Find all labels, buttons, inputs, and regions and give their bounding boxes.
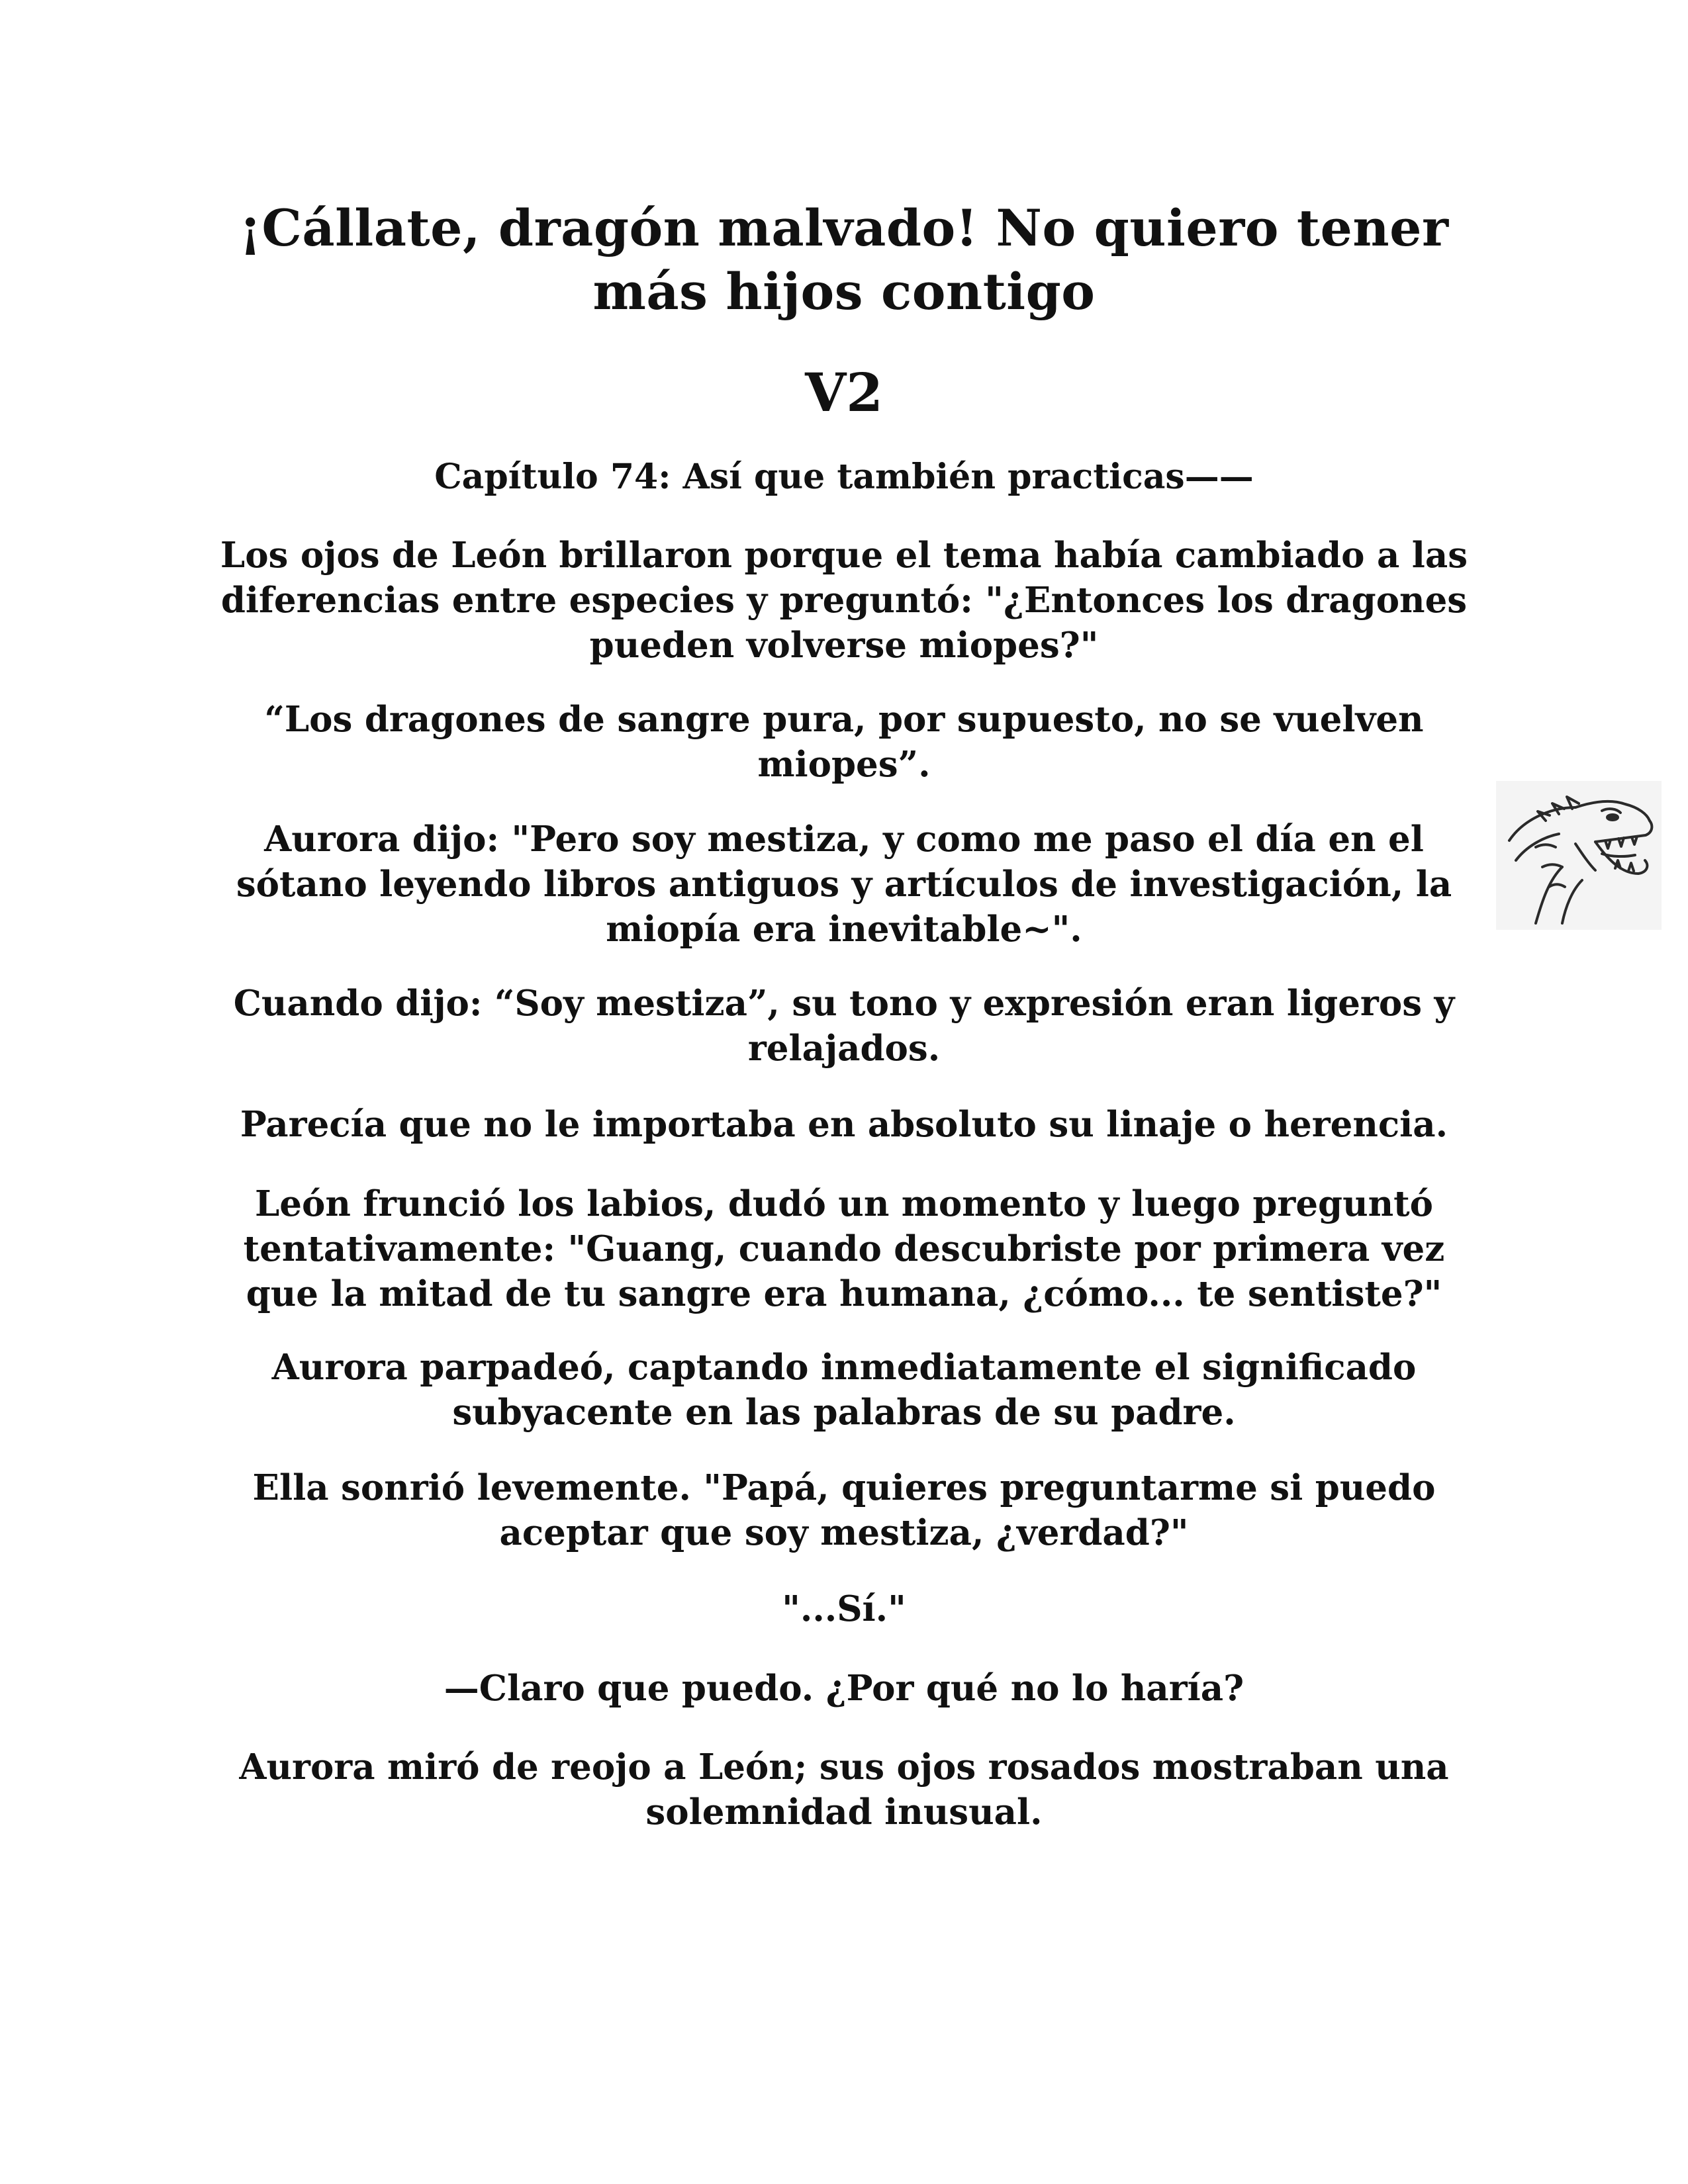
book-title-line-2: más hijos contigo [592,262,1096,321]
paragraph-4: Cuando dijo: “Soy mestiza”, su tono y expresión eran ligeros y relajados. [233,983,1455,1069]
paragraph-1: Los ojos de León brillaron porque el tema había cambiado a las diferencias entre especies y preguntó: "¿Entonces los dragones pueden volverse miopes?" [220,535,1468,666]
chapter-heading: Capítulo 74: Así que también practicas—— [434,457,1254,497]
paragraph-9: "...Sí." [782,1588,906,1629]
volume-label: V2 [805,361,883,424]
book-title-line-1: ¡Cállate, dragón malvado! No quiero tener [239,199,1449,257]
paragraph-6: León frunció los labios, dudó un momento y luego preguntó tentativamente: "Guang, cuando descubriste por primera vez que la mitad de tu sangre era humana, ¿cómo... te sentiste?" [243,1183,1445,1314]
paragraph-3: Aurora dijo: "Pero soy mestiza, y como me paso el día en el sótano leyendo libros antiguos y artículos de investigación, la miopía era inevitable~". [236,819,1452,950]
dragon-head-icon [1496,781,1662,930]
paragraph-2: “Los dragones de sangre pura, por supuesto, no se vuelven miopes”. [264,699,1424,785]
paragraph-10: —Claro que puedo. ¿Por qué no lo haría? [444,1668,1244,1709]
paragraph-5: Parecía que no le importaba en absoluto su linaje o herencia. [240,1104,1448,1145]
paragraph-7: Aurora parpadeó, captando inmediatamente el significado subyacente en las palabras de su padre. [271,1347,1417,1433]
paragraph-11: Aurora miró de reojo a León; sus ojos rosados mostraban una solemnidad inusual. [239,1747,1449,1833]
paragraph-8: Ella sonrió levemente. "Papá, quieres preguntarme si puedo aceptar que soy mestiza, ¿verdad?" [252,1467,1436,1553]
